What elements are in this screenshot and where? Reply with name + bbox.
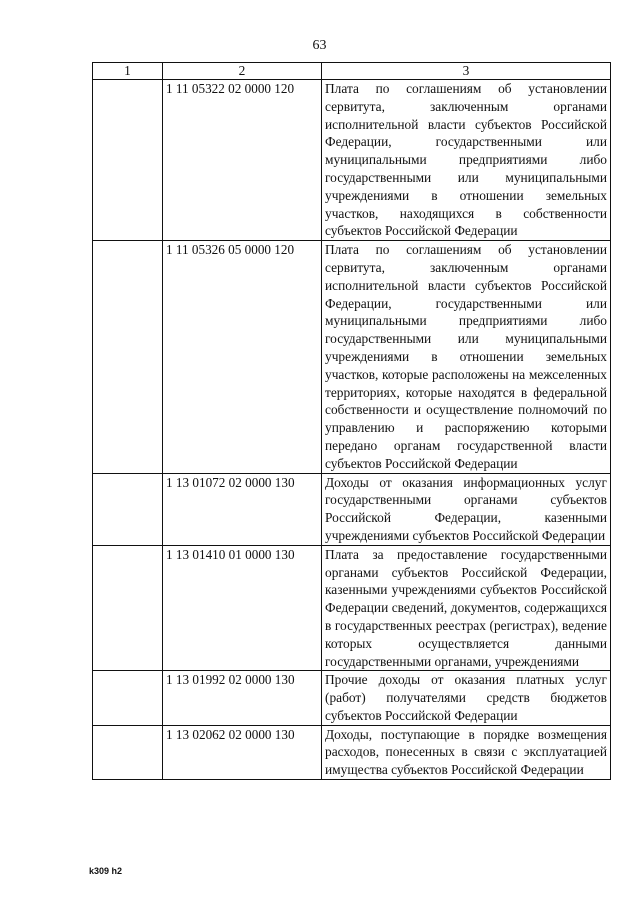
- revenue-description: Плата по соглашениям об установлении сервитута, заключенным органами исполнительной власти субъектов Российской Федерации, государственными или муниципальными предприятиями либо государственными или муниципальными учреждениями в отношении земельных участков, находящихся в собственности субъектов Российской Федерации: [322, 80, 611, 241]
- classification-code: 1 13 01410 01 0000 130: [163, 545, 322, 671]
- header-col-1: 1: [93, 63, 163, 80]
- classification-code: 1 13 01992 02 0000 130: [163, 671, 322, 725]
- table-row: [93, 545, 611, 671]
- classification-code: 1 11 05326 05 0000 120: [163, 241, 322, 473]
- revenue-description: Доходы от оказания информационных услуг государственными органами субъектов Российской Федерации, казенными учреждениями субъектов Российской Федерации: [322, 473, 611, 545]
- table-row: [93, 473, 611, 545]
- table-row: [93, 80, 611, 241]
- revenue-description: Доходы, поступающие в порядке возмещения расходов, понесенных в связи с эксплуатацией имущества субъектов Российской Федерации: [322, 725, 611, 779]
- footer-document-mark: k309 h2: [89, 866, 123, 876]
- revenue-description: Плата за предоставление государственными органами субъектов Российской Федерации, казенными учреждениями субъектов Российской Федерации сведений, документов, содержащихся в государственных реестрах (регистрах), ведение которых осуществляется данными государственными органами, учреждениями: [322, 545, 611, 671]
- table-row: [93, 241, 611, 473]
- table-row: [93, 725, 611, 779]
- revenue-description: Плата по соглашениям об установлении сервитута, заключенным органами исполнительной власти субъектов Российской Федерации, государственными или муниципальными предприятиями либо государственными или муниципальными учреждениями в отношении земельных участков, которые расположены на межселенных территориях, которые находятся в федеральной собственности и осуществление полномочий по управлению и распоряжению которыми передано органам государственной власти субъектов Российской Федерации: [322, 241, 611, 473]
- classification-code: 1 13 01072 02 0000 130: [163, 473, 322, 545]
- row-col1-cell: [93, 671, 163, 725]
- page-number: 63: [312, 38, 327, 53]
- header-col-3: 3: [322, 63, 611, 80]
- table-row: [93, 671, 611, 725]
- row-col1-cell: [93, 545, 163, 671]
- header-col-2: 2: [163, 63, 322, 80]
- row-col1-cell: [93, 725, 163, 779]
- row-col1-cell: [93, 473, 163, 545]
- row-col1-cell: [93, 80, 163, 241]
- revenue-codes-table: [92, 62, 611, 780]
- classification-code: 1 13 02062 02 0000 130: [163, 725, 322, 779]
- classification-code: 1 11 05322 02 0000 120: [163, 80, 322, 241]
- revenue-description: Прочие доходы от оказания платных услуг (работ) получателями средств бюджетов субъектов Российской Федерации: [322, 671, 611, 725]
- row-col1-cell: [93, 241, 163, 473]
- table-header-row: [93, 63, 611, 80]
